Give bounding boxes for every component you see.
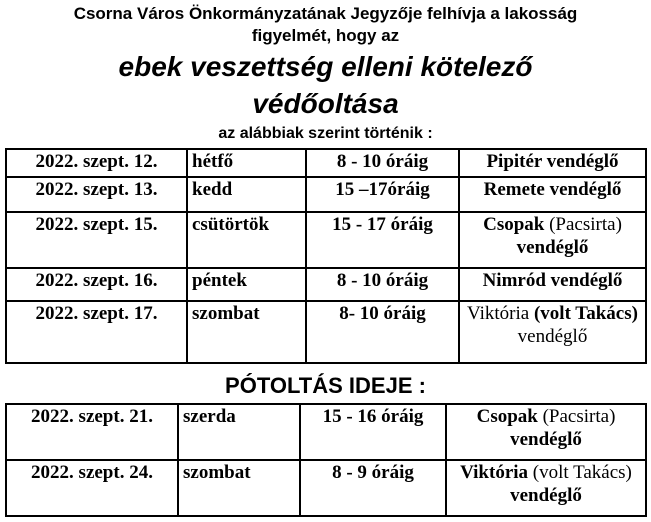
venue-text: vendéglő [516,237,589,258]
main-schedule-venue-cell [459,212,646,268]
venue-text: Viktória [460,462,529,483]
main-schedule-day-cell: szombat [187,301,306,363]
main-schedule-date-cell: 2022. szept. 16. [6,268,187,301]
notice-title-line-2: védőoltása [252,88,399,119]
makeup-schedule-date-cell: 2022. szept. 24. [6,460,178,516]
makeup-schedule-time-cell: 8 - 9 óráig [300,460,446,516]
main-schedule-row [6,177,646,212]
makeup-schedule-day-cell: szombat [178,460,300,516]
venue-text: Remete vendéglő [483,179,622,200]
venue-text: vendéglő [517,326,588,347]
main-schedule-date-cell: 2022. szept. 17. [6,301,187,363]
main-schedule-row [6,268,646,301]
main-schedule-table [5,148,647,364]
makeup-schedule-time-cell: 15 - 16 óráig [300,404,446,460]
makeup-schedule-venue-cell [446,460,646,516]
venue-text: (volt Takács) [528,462,632,483]
main-schedule-day-cell: csütörtök [187,212,306,268]
makeup-schedule-date-cell: 2022. szept. 21. [6,404,178,460]
main-schedule-row [6,212,646,268]
main-schedule-venue-cell [459,268,646,301]
main-schedule-venue-cell [459,301,646,363]
makeup-schedule-row [6,460,646,516]
main-schedule-time-cell: 8 - 10 óráig [306,149,459,177]
main-schedule-venue-cell [459,149,646,177]
venue-text: Csopak [476,406,543,427]
main-schedule-row [6,301,646,363]
venue-text: Csopak [483,214,550,235]
makeup-schedule-day-cell: szerda [178,404,300,460]
venue-text: (Pacsirta) [549,214,622,235]
notice-intro-line-1: Csorna Város Önkormányzatának Jegyzője felhívja a lakosság [73,4,578,23]
notice-intro-line-2: figyelmét, hogy az [251,26,400,45]
main-schedule-time-cell: 8 - 10 óráig [306,268,459,301]
main-schedule-day-cell: hétfő [187,149,306,177]
main-schedule-date-cell: 2022. szept. 13. [6,177,187,212]
venue-text: Pipitér vendéglő [486,151,619,172]
main-schedule-venue-cell [459,177,646,212]
main-schedule-date-cell: 2022. szept. 15. [6,212,187,268]
makeup-schedule-venue-cell [446,404,646,460]
main-schedule-row [6,149,646,177]
notice-title-line-1: ebek veszettség elleni kötelező [118,51,533,82]
notice-intro-line-3: az alábbiak szerint történik : [218,125,433,142]
venue-text: (Pacsirta) [542,406,616,427]
makeup-title: PÓTOLTÁS IDEJE : [225,373,426,398]
main-schedule-time-cell: 15 –17óráig [306,177,459,212]
venue-text: Viktória [467,303,534,324]
main-schedule-time-cell: 8- 10 óráig [306,301,459,363]
venue-text: vendéglő [510,485,582,506]
makeup-schedule-row [6,404,646,460]
venue-text: Nimród vendéglő [482,270,623,291]
venue-text: vendéglő [510,429,582,450]
main-schedule-day-cell: péntek [187,268,306,301]
main-schedule-date-cell: 2022. szept. 12. [6,149,187,177]
main-schedule-day-cell: kedd [187,177,306,212]
main-schedule-time-cell: 15 - 17 óráig [306,212,459,268]
venue-text: (volt Takács) [533,303,638,324]
makeup-schedule-table [5,403,647,517]
